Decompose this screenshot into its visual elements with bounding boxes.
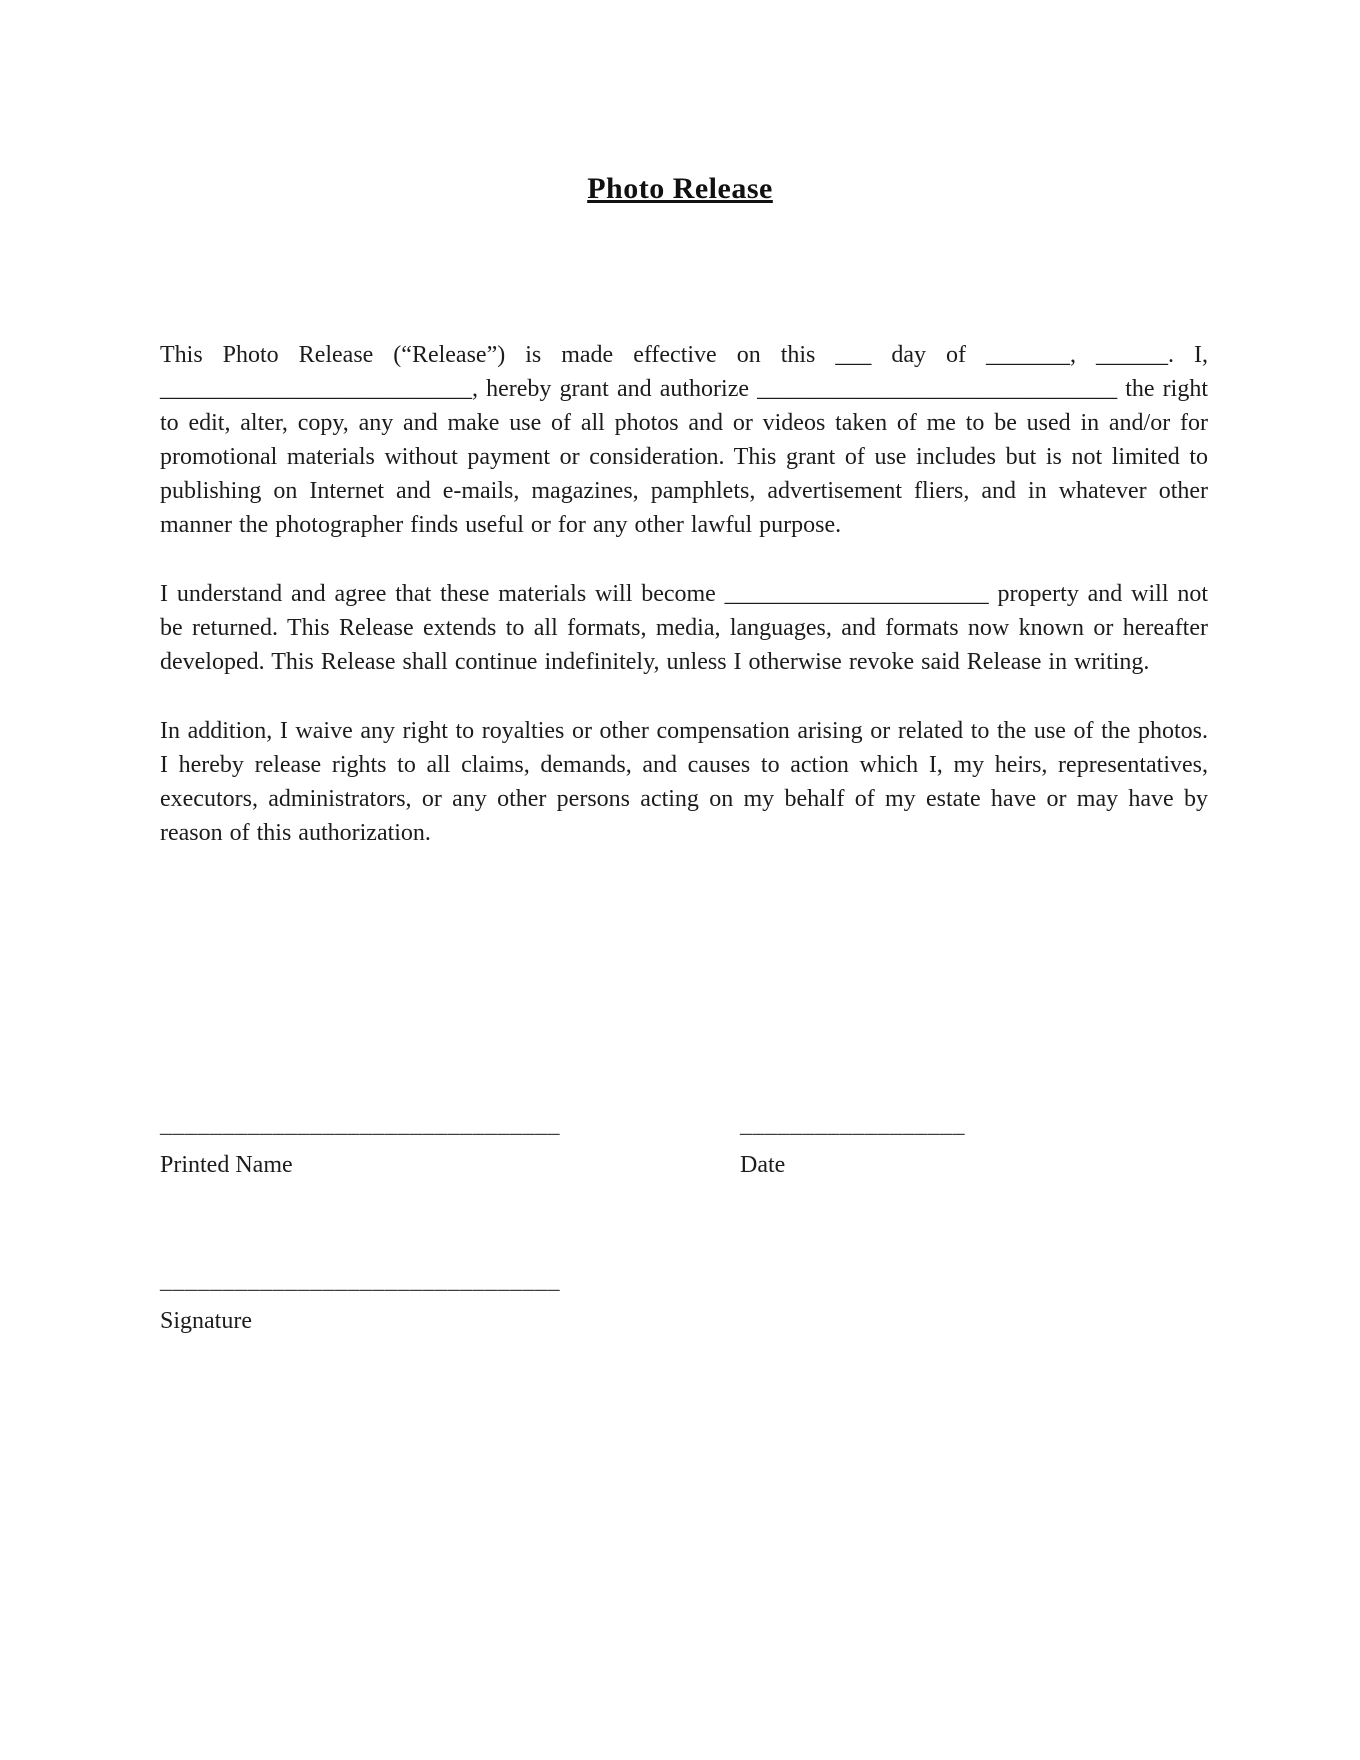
printed-name-label: Printed Name xyxy=(160,1152,293,1178)
printed-name-field xyxy=(160,1108,740,1182)
intro-paragraph: This Photo Release (“Release”) is made effective on this ___ day of _______, ______. I, __________________________, hereby grant and authorize ______________________________ the right to edit, alter, copy, any and make use of all photos and or videos taken of me to be used in and/or for promotional materials without payment or consideration. This grant of use includes but is not limited to publishing on Internet and e-mails, magazines, pamphlets, advertisement fliers, and in whatever other manner the photographer finds useful or for any other lawful purpose. xyxy=(160,342,1208,538)
date-field xyxy=(740,1108,1208,1182)
signature-line: ________________________________ xyxy=(160,1268,560,1294)
signature-label: Signature xyxy=(160,1308,252,1334)
date-label: Date xyxy=(740,1152,786,1178)
signature-field xyxy=(160,1264,740,1338)
date-line: __________________ xyxy=(740,1112,965,1138)
document-body xyxy=(160,338,1208,850)
printed-name-and-date-row xyxy=(160,1108,1208,1182)
signature-row xyxy=(160,1264,1208,1338)
materials-paragraph: I understand and agree that these materials will become ______________________ property and will not be returned. This Release extends to all formats, media, languages, and formats now known or hereafter developed. This Release shall continue indefinitely, unless I otherwise revoke said Release in writing. xyxy=(160,581,1208,675)
signature-section xyxy=(160,1108,1208,1338)
waiver-paragraph: In addition, I waive any right to royalties or other compensation arising or related to the use of the photos. I hereby release rights to all claims, demands, and causes to action which I, my heirs, representatives, executors, administrators, or any other persons acting on my behalf of my estate have or may have by reason of this authorization. xyxy=(160,718,1208,846)
printed-name-line: ________________________________ xyxy=(160,1112,560,1138)
page-title: Photo Release xyxy=(587,172,773,205)
